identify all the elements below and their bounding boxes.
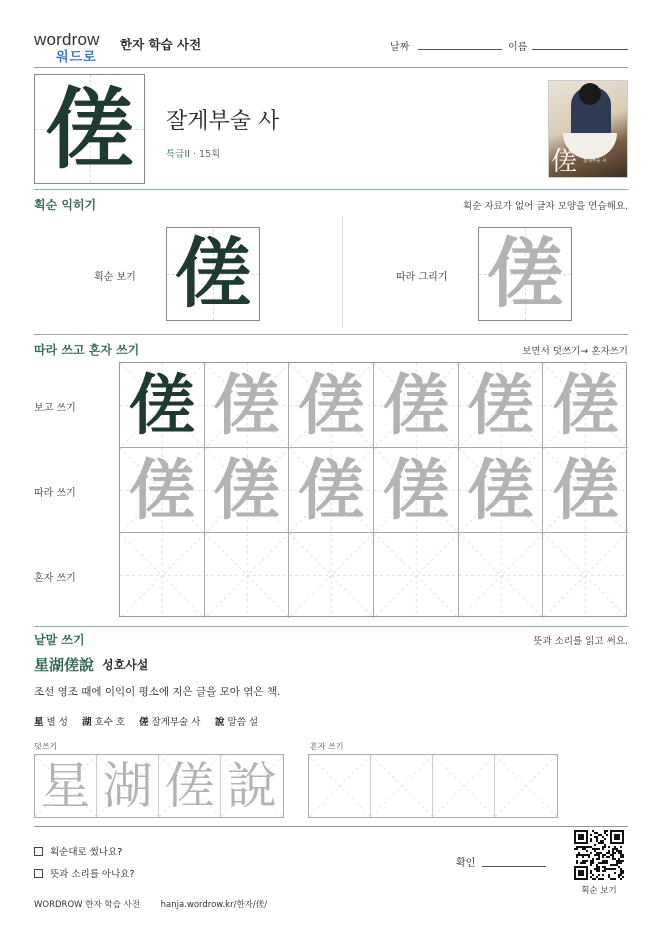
- word-reading: 성호사설: [102, 658, 149, 672]
- illustration-thumbnail: [548, 80, 628, 178]
- word-section-title: 낱말 쓰기: [34, 633, 85, 647]
- row-label-trace: 따라 쓰기: [34, 488, 76, 499]
- practice-cell[interactable]: [289, 363, 374, 448]
- practice-character: 傞: [552, 451, 619, 529]
- practice-cell[interactable]: [459, 363, 544, 448]
- name-field[interactable]: [532, 49, 628, 50]
- hero-character-box: [34, 74, 145, 184]
- header-title: 한자 학습 사전: [120, 37, 202, 52]
- practice-cell[interactable]: [120, 448, 205, 533]
- hero-character: 傞: [45, 77, 134, 181]
- word-trace-character: 湖: [102, 757, 153, 815]
- word-trace-cell[interactable]: [159, 755, 221, 817]
- practice-cell[interactable]: [543, 533, 628, 618]
- word-solo-box[interactable]: [308, 754, 558, 818]
- date-field[interactable]: [418, 49, 502, 50]
- word-definition: 조선 영조 때에 이익이 평소에 지은 글을 모아 엮은 책.: [34, 686, 281, 698]
- word-trace-character: 傞: [164, 757, 215, 815]
- row-label-view: 보고 쓰기: [34, 403, 76, 414]
- section-divider: [34, 626, 628, 627]
- section-divider: [34, 189, 628, 190]
- page-header: [34, 26, 628, 66]
- stroke-view-character: 傞: [175, 229, 251, 318]
- gloss-item: 星 별 성: [34, 717, 68, 728]
- gloss-item: 湖 호수 호: [82, 717, 126, 728]
- checklist-stroke-order[interactable]: 획순대로 썼나요?: [34, 844, 122, 858]
- stroke-section-note: 획순 자료가 없어 글자 모양을 연습해요.: [463, 201, 628, 212]
- practice-cell[interactable]: [120, 363, 205, 448]
- section-divider: [34, 334, 628, 335]
- footer-url[interactable]: hanja.wordrow.kr/한자/傞/: [160, 900, 268, 910]
- character-meta: [166, 146, 220, 160]
- word-trace-label: 덧쓰기: [34, 742, 58, 751]
- qr-label: 획순 보기: [581, 886, 617, 896]
- checkbox[interactable]: [34, 869, 43, 878]
- practice-cell[interactable]: [120, 533, 205, 618]
- practice-character: 傞: [552, 366, 619, 444]
- word-hanja: 星湖傞說: [34, 656, 95, 674]
- practice-cell[interactable]: [205, 363, 290, 448]
- gloss-item: 傞 잘게부술 사: [139, 717, 201, 728]
- checklist-meaning[interactable]: 뜻과 소리를 아나요?: [34, 866, 135, 880]
- logo-korean: 워드로: [56, 50, 97, 65]
- row-label-solo: 혼자 쓰기: [34, 573, 76, 584]
- practice-character: 傞: [213, 366, 280, 444]
- page-footer: [34, 898, 267, 910]
- practice-cell[interactable]: [459, 533, 544, 618]
- word-solo-cell[interactable]: [309, 755, 371, 817]
- logo-wordmark: wordrow: [34, 30, 100, 49]
- qr-code-icon[interactable]: [574, 830, 624, 880]
- gloss-item: 說 말씀 설: [215, 717, 259, 728]
- stroke-view-box: [166, 227, 260, 321]
- footer-brand: WORDROW 한자 학습 사전: [34, 900, 140, 910]
- practice-cell[interactable]: [543, 448, 628, 533]
- word-section-note: 뜻과 소리를 읽고 써요.: [533, 636, 628, 647]
- practice-character: 傞: [128, 366, 195, 444]
- grade-label: 특급II: [166, 149, 190, 160]
- stroke-section-title: 획순 익히기: [34, 198, 97, 212]
- word-solo-label: 혼자 쓰기: [310, 742, 344, 751]
- practice-character: 傞: [213, 451, 280, 529]
- practice-character: 傞: [298, 366, 365, 444]
- practice-cell[interactable]: [289, 533, 374, 618]
- thumbnail-character: 傞: [551, 147, 578, 177]
- header-divider: [34, 67, 628, 68]
- word-solo-cell[interactable]: [371, 755, 433, 817]
- trace-label: 따라 그리기: [396, 272, 448, 283]
- practice-section-note: 보면서 덧쓰기→ 혼자쓰기: [522, 346, 628, 357]
- word-trace-cell[interactable]: [97, 755, 159, 817]
- practice-character: 傞: [382, 451, 449, 529]
- trace-box[interactable]: [478, 227, 572, 321]
- stroke-divider: [342, 216, 343, 328]
- thumbnail-caption: 잘게부술 사: [583, 159, 607, 164]
- practice-grid[interactable]: [119, 362, 627, 617]
- section-divider: [34, 826, 628, 827]
- stroke-view-label: 획순 보기: [94, 272, 136, 283]
- word-solo-cell[interactable]: [495, 755, 557, 817]
- practice-section-title: 따라 쓰고 혼자 쓰기: [34, 343, 140, 357]
- word-trace-character: 說: [227, 757, 277, 815]
- practice-character: 傞: [298, 451, 365, 529]
- practice-cell[interactable]: [205, 448, 290, 533]
- confirm-signature-field[interactable]: [482, 866, 546, 867]
- stroke-count: · 15획: [193, 149, 221, 160]
- word-trace-character: 星: [40, 757, 91, 815]
- practice-character: 傞: [467, 366, 534, 444]
- practice-cell[interactable]: [374, 533, 459, 618]
- practice-character: 傞: [128, 451, 195, 529]
- trace-character: 傞: [487, 229, 563, 318]
- character-meaning: 잘게부술 사: [166, 109, 280, 134]
- practice-cell[interactable]: [374, 448, 459, 533]
- name-label: 이름: [508, 42, 528, 53]
- date-label: 날짜: [390, 42, 410, 53]
- practice-cell[interactable]: [543, 363, 628, 448]
- practice-character: 傞: [382, 366, 449, 444]
- practice-cell[interactable]: [205, 533, 290, 618]
- practice-cell[interactable]: [374, 363, 459, 448]
- word-trace-cell[interactable]: [221, 755, 283, 817]
- word-solo-cell[interactable]: [433, 755, 495, 817]
- practice-character: 傞: [467, 451, 534, 529]
- checkbox[interactable]: [34, 847, 43, 856]
- word-trace-box[interactable]: [34, 754, 284, 818]
- practice-cell[interactable]: [459, 448, 544, 533]
- practice-cell[interactable]: [289, 448, 374, 533]
- word-trace-cell[interactable]: [35, 755, 97, 817]
- confirm-label: 확인: [456, 858, 476, 869]
